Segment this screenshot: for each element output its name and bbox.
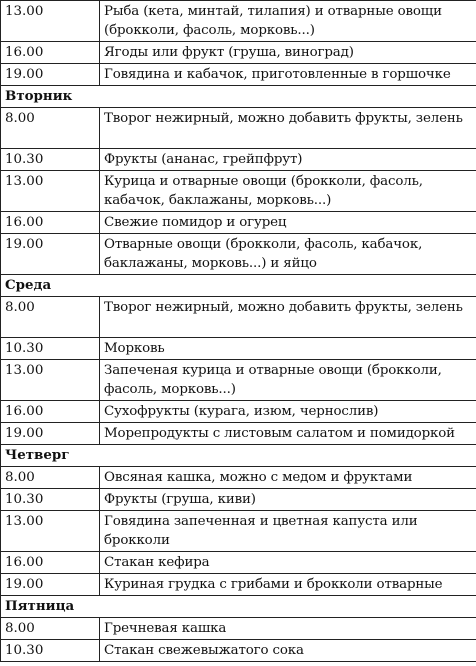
meal-description: Запеченая курица и отварные овощи (брокколи, фасоль, морковь...) [100,360,476,401]
meal-description: Рыба (кета, минтай, тилапия) и отварные овощи (брокколи, фасоль, морковь...) [100,1,476,42]
table-row [1,1,476,42]
table-row [1,234,476,275]
table-row [1,171,476,212]
meal-time: 10.30 [1,338,100,360]
table-row [1,511,476,552]
meal-description: Говядина и кабачок, приготовленные в горшочке [100,64,476,86]
meal-time: 19.00 [1,574,100,596]
meal-time: 8.00 [1,618,100,640]
table-row [1,149,476,171]
meal-description: Творог нежирный, можно добавить фрукты, зелень [100,297,476,338]
meal-time: 8.00 [1,297,100,338]
meal-time: 8.00 [1,467,100,489]
table-row [1,618,476,640]
meal-description: Отварные овощи (брокколи, фасоль, кабачок, баклажаны, морковь...) и яйцо [100,234,476,275]
meal-description: Фрукты (груша, киви) [100,489,476,511]
day-label: Пятница [1,596,476,618]
meal-time: 13.00 [1,1,100,42]
table-row [1,297,476,338]
meal-time: 19.00 [1,234,100,275]
table-row [1,423,476,445]
table-row [1,640,476,662]
meal-time: 19.00 [1,423,100,445]
table-row [1,212,476,234]
meal-description: Курица и отварные овощи (брокколи, фасоль, кабачок, баклажаны, морковь...) [100,171,476,212]
day-label: Четверг [1,445,476,467]
day-header-row [1,275,476,297]
meal-time: 10.30 [1,149,100,171]
day-label: Вторник [1,86,476,108]
meal-description: Ягоды или фрукт (груша, виноград) [100,42,476,64]
meal-time: 8.00 [1,108,100,149]
meal-description: Морепродукты с листовым салатом и помидоркой [100,423,476,445]
meal-time: 13.00 [1,171,100,212]
meal-description: Фрукты (ананас, грейпфрут) [100,149,476,171]
meal-description: Свежие помидор и огурец [100,212,476,234]
meal-description: Стакан свежевыжатого сока [100,640,476,662]
table-row [1,467,476,489]
meal-time: 16.00 [1,552,100,574]
meal-description: Морковь [100,338,476,360]
table-row [1,489,476,511]
day-header-row [1,86,476,108]
meal-description: Говядина запеченная и цветная капуста или брокколи [100,511,476,552]
meal-description: Овсяная кашка, можно с медом и фруктами [100,467,476,489]
meal-time: 10.30 [1,640,100,662]
schedule-body [1,1,476,662]
meal-description: Сухофрукты (курага, изюм, чернослив) [100,401,476,423]
table-row [1,401,476,423]
meal-time: 13.00 [1,511,100,552]
meal-time: 16.00 [1,212,100,234]
table-row [1,338,476,360]
day-label: Среда [1,275,476,297]
meal-time: 10.30 [1,489,100,511]
table-row [1,42,476,64]
meal-description: Гречневая кашка [100,618,476,640]
table-row [1,360,476,401]
table-row [1,64,476,86]
meal-description: Творог нежирный, можно добавить фрукты, зелень [100,108,476,149]
meal-time: 19.00 [1,64,100,86]
meal-description: Куриная грудка с грибами и брокколи отварные [100,574,476,596]
day-header-row [1,445,476,467]
table-row [1,574,476,596]
meal-description: Стакан кефира [100,552,476,574]
meal-time: 16.00 [1,42,100,64]
table-row [1,552,476,574]
day-header-row [1,596,476,618]
table-row [1,108,476,149]
meal-time: 16.00 [1,401,100,423]
meal-time: 13.00 [1,360,100,401]
